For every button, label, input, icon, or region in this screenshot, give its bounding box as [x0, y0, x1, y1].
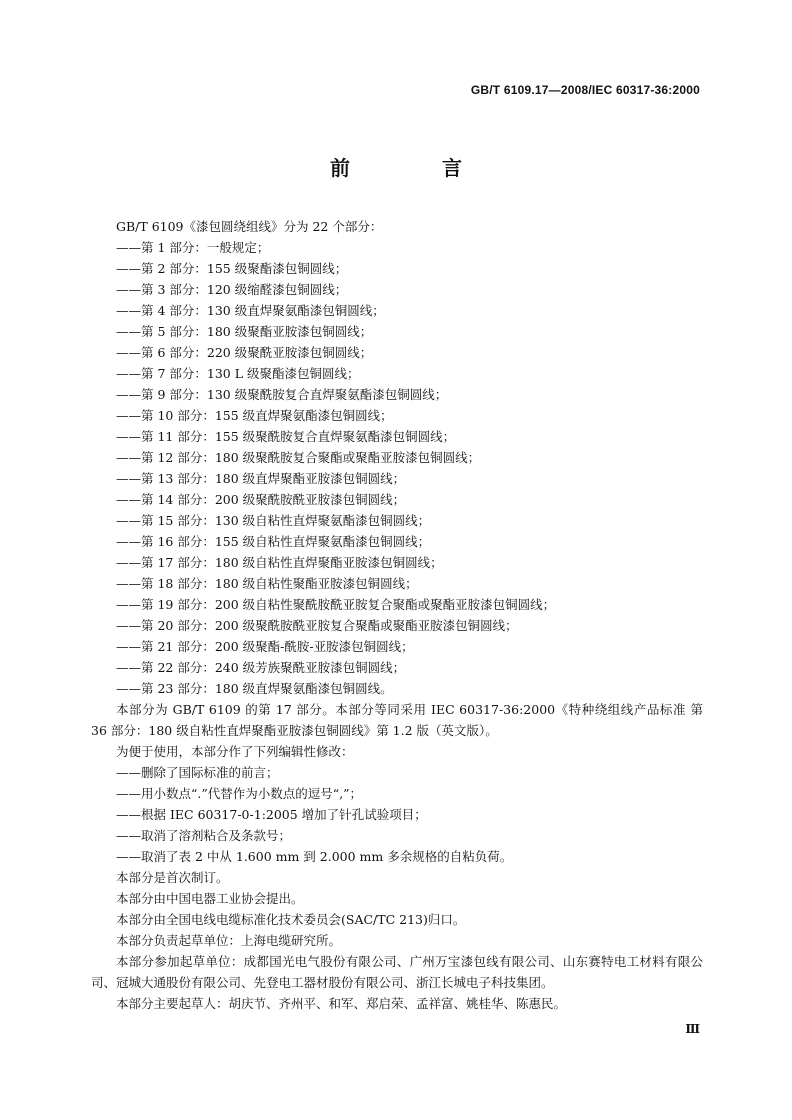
- list-item: ——第 5 部分：180 级聚酯亚胺漆包铜圆线；: [116, 324, 373, 339]
- list-item: ——第 19 部分：200 级自粘性聚酰胺酰亚胺复合聚酯或聚酯亚胺漆包铜圆线；: [116, 597, 556, 612]
- list-item: ——第 4 部分：130 级直焊聚氨酯漆包铜圆线；: [116, 303, 385, 318]
- proposer-statement: 本部分由中国电器工业协会提出。: [116, 891, 304, 906]
- list-item: ——第 7 部分：130 L 级聚酯漆包铜圆线；: [116, 366, 360, 381]
- list-item: ——第 1 部分：一般规定；: [116, 240, 270, 255]
- foreword-body: [91, 216, 703, 1014]
- list-item: ——第 16 部分：155 级自粘性直焊聚氨酯漆包铜圆线；: [116, 534, 431, 549]
- list-item: ——第 2 部分：155 级聚酯漆包铜圆线；: [116, 261, 348, 276]
- list-item: ——第 15 部分：130 级自粘性直焊聚氨酯漆包铜圆线；: [116, 513, 431, 528]
- list-item: ——第 9 部分：130 级聚酰胺复合直焊聚氨酯漆包铜圆线；: [116, 387, 448, 402]
- standard-code-header: GB/T 6109.17—2008/IEC 60317-36:2000: [470, 83, 700, 97]
- committee-statement: 本部分由全国电线电缆标准化技术委员会(SAC/TC 213)归口。: [116, 912, 466, 927]
- drafting-unit-statement: 本部分负责起草单位：上海电缆研究所。: [116, 933, 342, 948]
- list-item: ——用小数点“.”代替作为小数点的逗号“,”；: [116, 786, 363, 801]
- list-item: ——第 10 部分：155 级直焊聚氨酯漆包铜圆线；: [116, 408, 393, 423]
- list-item: ——第 22 部分：240 级芳族聚酰亚胺漆包铜圆线；: [116, 660, 406, 675]
- list-item: ——取消了溶剂粘合及条款号；: [116, 828, 292, 843]
- list-item: ——第 18 部分：180 级自粘性聚酯亚胺漆包铜圆线；: [116, 576, 418, 591]
- drafters-statement: 本部分主要起草人：胡庆节、齐州平、和军、郑启荣、孟祥富、姚桂华、陈惠民。: [116, 996, 567, 1011]
- page-title: 前 言: [330, 156, 498, 180]
- list-item: ——第 3 部分：120 级缩醛漆包铜圆线；: [116, 282, 348, 297]
- list-item: ——取消了表 2 中从 1.600 mm 到 2.000 mm 多余规格的自粘负荷。: [116, 849, 513, 864]
- edits-intro: 为便于使用，本部分作了下列编辑性修改：: [116, 744, 354, 759]
- list-item: ——第 12 部分：180 级聚酰胺复合聚酯或聚酯亚胺漆包铜圆线；: [116, 450, 481, 465]
- list-item: ——第 6 部分：220 级聚酰亚胺漆包铜圆线；: [116, 345, 373, 360]
- list-item: ——第 21 部分：200 级聚酯-酰胺-亚胺漆包铜圆线；: [116, 639, 414, 654]
- list-item: ——删除了国际标准的前言；: [116, 765, 279, 780]
- list-item: ——第 11 部分：155 级聚酰胺复合直焊聚氨酯漆包铜圆线；: [116, 429, 456, 444]
- participants-paragraph: 本部分参加起草单位：成都国光电气股份有限公司、广州万宝漆包线有限公司、山东赛特电工材料有限公司、冠城大通股份有限公司、先登电工器材股份有限公司、浙江长城电子科技集团。: [91, 954, 703, 990]
- adoption-paragraph: 本部分为 GB/T 6109 的第 17 部分。本部分等同采用 IEC 60317-36:2000《特种绕组线产品标准 第 36 部分：180 级自粘性直焊聚酯亚胺漆包铜圆线》第 1.2 版（英文版）。: [91, 702, 703, 738]
- first-edition-statement: 本部分是首次制订。: [116, 870, 229, 885]
- page-number: Ⅲ: [685, 1022, 700, 1036]
- parts-list: [91, 237, 703, 699]
- list-item: ——第 23 部分：180 级直焊聚氨酯漆包铜圆线。: [116, 681, 393, 696]
- edits-list: [91, 762, 703, 867]
- list-item: ——第 13 部分：180 级直焊聚酯亚胺漆包铜圆线；: [116, 471, 406, 486]
- list-item: ——根据 IEC 60317-0-1:2005 增加了针孔试验项目；: [116, 807, 427, 822]
- list-item: ——第 17 部分：180 级自粘性直焊聚酯亚胺漆包铜圆线；: [116, 555, 443, 570]
- list-item: ——第 20 部分：200 级聚酰胺酰亚胺复合聚酯或聚酯亚胺漆包铜圆线；: [116, 618, 518, 633]
- intro-line: GB/T 6109《漆包圆绕组线》分为 22 个部分：: [116, 219, 383, 234]
- list-item: ——第 14 部分：200 级聚酰胺酰亚胺漆包铜圆线；: [116, 492, 406, 507]
